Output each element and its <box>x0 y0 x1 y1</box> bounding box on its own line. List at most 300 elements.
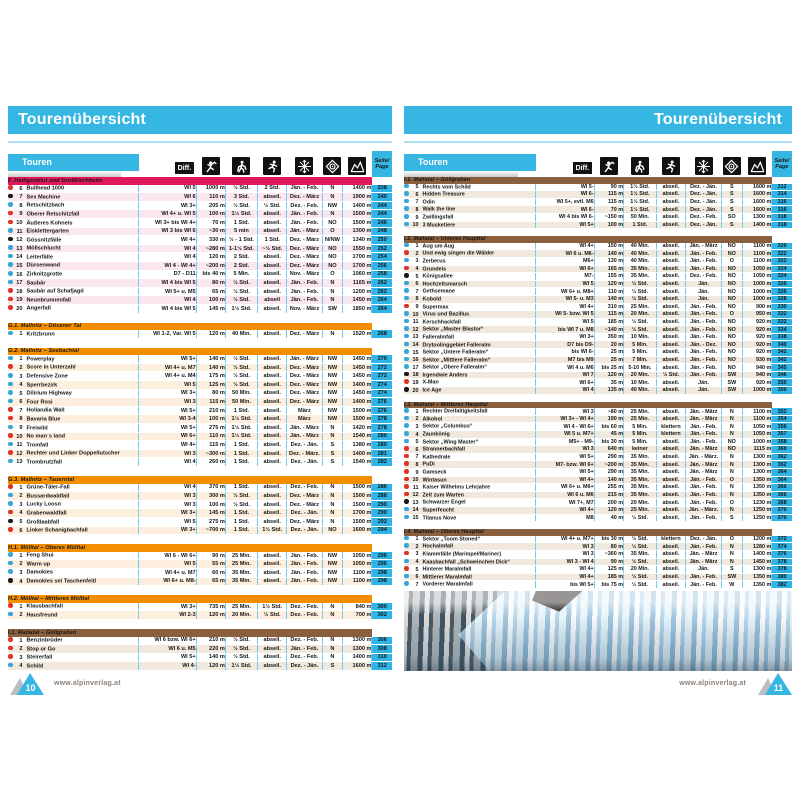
approach-time-cell: ½ Std. <box>624 543 657 551</box>
descent-cell: abseil. <box>258 577 287 586</box>
page-cell: 316 <box>772 198 792 206</box>
altitude-cell: 1050 m <box>742 265 771 273</box>
tour-name-cell <box>8 304 139 313</box>
altitude-cell: 950 m <box>742 311 771 319</box>
descent-cell: abseil. <box>656 257 685 265</box>
tour-number: 12 <box>412 492 419 499</box>
tour-name: Rechter Dreifaltigkeitsfall <box>422 408 488 415</box>
tour-row <box>404 446 792 454</box>
length-cell: 735 m <box>196 603 225 611</box>
season-cell: Dez. - März <box>287 372 322 381</box>
altitude-cell: 1600 m <box>742 206 771 214</box>
publisher-url: www.alpinverlag.at <box>679 679 746 687</box>
descent-cell: abseil. <box>258 645 287 654</box>
tour-row <box>404 438 792 446</box>
tour-name: Königsallee <box>422 273 453 280</box>
tour-number: 13 <box>16 245 23 252</box>
right-page <box>404 106 792 671</box>
tour-number: 3 <box>19 654 23 661</box>
length-cell: bis 30 m <box>594 536 623 543</box>
altitude-cell: 1450 m <box>343 372 372 381</box>
direction-cell: NO <box>721 349 742 357</box>
page-cell: 370 <box>772 506 792 514</box>
approach-time-cell: 25 Min. <box>624 506 657 514</box>
season-cell: Dez. - Feb. <box>287 603 322 611</box>
tour-row <box>8 210 392 219</box>
length-cell: 330 m <box>196 236 225 245</box>
altitude-cell: 1500 m <box>343 492 372 501</box>
tour-number: 1 <box>415 243 419 250</box>
altitude-cell: 1100 m <box>742 243 771 250</box>
season-cell: Jän. - Feb. <box>686 431 722 439</box>
altitude-cell: 920 m <box>742 326 771 334</box>
tour-number: 12 <box>16 237 23 244</box>
section-header-row <box>8 476 392 484</box>
season-cell: Jän. - März <box>686 558 722 566</box>
altitude-cell: 900 m <box>742 303 771 311</box>
page-cell: 290 <box>372 509 392 518</box>
approach-time-cell: 10 Min. <box>624 333 657 341</box>
tour-name-cell <box>404 213 536 221</box>
tour-number: 7 <box>19 407 23 414</box>
difficulty-cell: WI 3 <box>536 543 594 551</box>
season-cell: Dez. - Feb. <box>287 201 322 210</box>
page-cell: 360 <box>772 446 792 454</box>
season-header-cell <box>287 151 322 177</box>
approach-time-cell: 1 Std. <box>225 484 257 492</box>
season-cell: Dez. - Jän. <box>287 509 322 518</box>
grade-dot-red <box>8 433 13 438</box>
direction-cell: N <box>322 509 343 518</box>
difficulty-cell: WI 6- <box>536 206 594 214</box>
descent-cell: abseil. <box>258 458 287 467</box>
tour-row <box>404 536 792 543</box>
direction-cell: W <box>721 581 742 589</box>
difficulty-cell: WI 3 <box>139 449 197 458</box>
page-cell: 332 <box>772 318 792 326</box>
grade-dot-blue <box>404 408 409 413</box>
grade-dot-black <box>404 387 409 392</box>
publisher-url: www.alpinverlag.at <box>54 679 121 687</box>
grade-dot-red <box>404 566 409 571</box>
season-cell: Jän. - März <box>287 227 322 236</box>
tour-name-cell <box>8 484 139 492</box>
tour-number: 4 <box>19 578 23 585</box>
tour-number: 1 <box>19 331 23 338</box>
tour-number: 3 <box>415 423 419 430</box>
grade-dot-blue <box>404 258 409 263</box>
page-title: Tourenübersicht <box>8 106 392 134</box>
season-cell: Dez. - März <box>287 236 322 245</box>
section-header-spacer <box>372 595 392 603</box>
page-cell: 276 <box>372 406 392 415</box>
difficulty-cell: WI 2-3 <box>139 611 197 620</box>
descent-cell: abseil. <box>258 441 287 450</box>
descent-cell: abseil. <box>656 265 685 273</box>
tour-name-cell <box>404 431 536 439</box>
season-cell: Dez. - März <box>287 193 322 202</box>
tour-name: Neunbrunnenfall <box>26 297 71 304</box>
direction-cell: N <box>322 603 343 611</box>
descent-cell: abseil. <box>656 356 685 364</box>
length-cell: 1000 m <box>196 185 225 193</box>
grade-dot-blue <box>404 311 409 316</box>
grade-dot-blue <box>8 425 13 430</box>
tour-name-cell <box>8 424 139 433</box>
tour-number: 10 <box>412 311 419 318</box>
season-cell: Dez. - März <box>287 253 322 262</box>
approach-time-cell: 1½ Std. <box>225 662 257 671</box>
section-header-row <box>8 595 392 603</box>
direction-cell: N <box>721 431 742 439</box>
direction-cell: O <box>721 536 742 543</box>
approach-time-cell: 1 Std. <box>225 458 257 467</box>
tour-number: 3 <box>19 501 23 508</box>
direction-cell: N <box>322 193 343 202</box>
altitude-cell: 1000 m <box>742 280 771 288</box>
season-cell: Jän. - Feb. <box>686 491 722 499</box>
approach-time-cell: 5 Min. <box>225 270 257 279</box>
length-cell: 255 m <box>594 484 623 492</box>
touren-header-cell <box>8 151 139 177</box>
right-footer <box>679 668 792 698</box>
tour-row <box>404 387 792 395</box>
descent-cell: abseil. <box>258 568 287 577</box>
season-cell: Jän. - Feb. <box>686 303 722 311</box>
direction-header-cell <box>322 151 343 177</box>
touren-header-cell <box>404 151 536 177</box>
altitude-cell: 1400 m <box>343 449 372 458</box>
season-cell: Dez. - März <box>287 363 322 372</box>
tour-name-cell <box>8 185 139 193</box>
difficulty-cell: WI 6+ <box>536 379 594 387</box>
grade-dot-blue <box>404 214 409 219</box>
section-header-spacer <box>372 544 392 552</box>
difficulty-cell: WI 1-2, Var. WI 5 <box>139 330 197 338</box>
tour-row <box>404 333 792 341</box>
season-cell: Jän. - März <box>686 468 722 476</box>
season-cell: Jän. - Feb. <box>686 543 722 551</box>
difficulty-cell: WI 4 - WI 4+ <box>139 261 197 270</box>
tour-number: 15 <box>412 349 419 356</box>
section-title: I.3. Maltatal – Mittleres Haupttal <box>404 402 772 409</box>
descent-cell: abseil. <box>258 560 287 569</box>
length-cell: 65 m <box>196 577 225 586</box>
length-cell: 140 m <box>196 653 225 662</box>
diff-header-label: Diff. <box>175 162 195 174</box>
page-cell: 272 <box>372 372 392 381</box>
approach-time-cell: 35 Min. <box>225 577 257 586</box>
page-cell: 264 <box>372 304 392 313</box>
season-cell: März <box>287 415 322 424</box>
grade-dot-blue <box>8 280 13 285</box>
approach-time-cell: ½ Std. <box>225 279 257 288</box>
altitude-cell: 1000 m <box>742 387 771 395</box>
page-cell: 296 <box>372 552 392 560</box>
approach-time-cell: 1 Std. <box>624 221 657 229</box>
tour-name: Angerfall <box>26 305 51 312</box>
tour-table-left <box>8 151 392 671</box>
tour-row <box>8 415 392 424</box>
altitude-cell: 920 m <box>742 379 771 387</box>
altitude-cell: 1500 m <box>343 218 372 227</box>
season-cell: Jän. - Feb. <box>686 581 722 589</box>
altitude-cell: 1700 m <box>343 509 372 518</box>
tour-name: Damokles <box>26 569 53 576</box>
season-cell: Dez. - Jän. <box>287 458 322 467</box>
tour-number: 14 <box>412 507 419 514</box>
section-header-row <box>404 402 792 409</box>
descent-header-cell <box>656 151 685 177</box>
page-cell: 342 <box>772 356 792 364</box>
length-cell: 210 m <box>196 637 225 645</box>
descent-cell: abseil. <box>656 514 685 522</box>
altitude-cell: 1200 m <box>343 287 372 296</box>
page-cell: 376 <box>772 550 792 558</box>
descent-cell: abseil. <box>656 506 685 514</box>
grade-dot-blue <box>404 334 409 339</box>
tour-number: 10 <box>16 220 23 227</box>
grade-dot-red <box>8 185 13 190</box>
grade-dot-blue <box>404 342 409 347</box>
snowflake-season-icon <box>295 157 313 175</box>
tour-name: Sektor „Toom Stoned“ <box>422 536 481 543</box>
difficulty-cell: WI 3 <box>139 500 197 509</box>
approach-time-cell: 20 Min. <box>225 611 257 620</box>
approach-time-cell: 1½ Std. <box>225 304 257 313</box>
tour-name: Walk the line <box>422 206 456 213</box>
length-cell: 275 m <box>196 424 225 433</box>
altitude-cell: 1300 m <box>742 453 771 461</box>
approach-time-cell: 5 Min. <box>624 349 657 357</box>
altitude-cell: 700 m <box>343 611 372 620</box>
direction-cell: NO <box>322 526 343 535</box>
descent-cell: abseil. <box>656 243 685 250</box>
approach-time-cell: ½ Std. <box>225 500 257 509</box>
length-cell: 140 m <box>594 476 623 484</box>
tour-number: 7 <box>415 288 419 295</box>
season-header-cell <box>686 151 722 177</box>
altitude-cell: 1250 m <box>742 514 771 522</box>
tour-name-cell <box>404 491 536 499</box>
length-cell: 200 m <box>594 499 623 507</box>
tour-row <box>8 296 392 305</box>
page-cell: 298 <box>372 577 392 586</box>
altitude-cell: 1100 m <box>343 568 372 577</box>
grade-dot-blue <box>404 423 409 428</box>
tour-number: 10 <box>16 433 23 440</box>
tour-name-cell <box>8 355 139 363</box>
descent-cell: 1½ Std. <box>258 526 287 535</box>
direction-cell: NW <box>322 577 343 586</box>
page-cell: 290 <box>372 500 392 509</box>
length-cell: 110 m <box>594 288 623 296</box>
tour-number: 9 <box>415 304 419 311</box>
runner-descent-icon <box>662 157 680 175</box>
tour-number: 1 <box>19 603 23 610</box>
tour-row <box>8 449 392 458</box>
tour-name: Rechts vom Schild <box>422 184 471 191</box>
length-cell: 25 m <box>594 349 623 357</box>
direction-cell: NO <box>721 364 742 372</box>
difficulty-cell: WI 6 u. M6 <box>536 491 594 499</box>
difficulty-cell: WI 4 bis WI 5 <box>139 279 197 288</box>
descent-cell: abseil. <box>656 295 685 303</box>
tour-name-cell <box>404 243 536 250</box>
length-cell: 100 m <box>196 296 225 305</box>
length-cell: 140 m <box>196 363 225 372</box>
tour-row <box>404 349 792 357</box>
tour-name-cell <box>404 506 536 514</box>
descent-header-cell <box>258 151 287 177</box>
descent-cell: abseil. <box>258 509 287 518</box>
difficulty-cell: WI 6+ u. M6+ <box>536 484 594 492</box>
approach-time-cell: 25 Min. <box>624 408 657 415</box>
publisher-logo <box>756 671 792 695</box>
page-cell: 324 <box>772 265 792 273</box>
tour-name: Drytoolinggebiet Falleralm <box>422 342 491 349</box>
approach-time-cell: 5 Min. <box>624 438 657 446</box>
tour-row <box>8 552 392 560</box>
approach-time-cell: 1 Std. <box>225 449 257 458</box>
section-header-row <box>8 629 392 637</box>
difficulty-cell: WI 5+ <box>536 453 594 461</box>
tour-name: Hochzeitsmarsch <box>422 281 468 288</box>
tour-row <box>8 517 392 526</box>
grade-dot-red <box>404 454 409 459</box>
descent-cell: abseil. <box>656 364 685 372</box>
approach-time-cell: ½ Std. <box>624 581 657 589</box>
tour-row <box>404 491 792 499</box>
grade-dot-blue <box>404 184 409 189</box>
seite-header-cell <box>372 151 392 177</box>
tour-number: 2 <box>19 493 23 500</box>
direction-cell: N <box>721 506 742 514</box>
tour-number: 15 <box>16 262 23 269</box>
page-cell: 244 <box>372 201 392 210</box>
tour-name: Titanus Nove <box>422 515 457 522</box>
season-cell: Jän. - Feb. <box>686 371 722 379</box>
approach-time-cell: 1 Std. <box>225 441 257 450</box>
tour-number: 9 <box>415 214 419 221</box>
tour-row <box>8 270 392 279</box>
approach-time-cell: 1½ Std. <box>225 415 257 424</box>
tour-name-cell <box>404 273 536 281</box>
season-cell: Jän. - Feb. <box>686 311 722 319</box>
altitude-cell: 1400 m <box>343 398 372 407</box>
page-cell: 356 <box>772 423 792 431</box>
difficulty-cell: WI 6 - WI 6+ <box>139 552 197 560</box>
direction-cell: NW <box>322 355 343 363</box>
tour-name-cell <box>8 637 139 645</box>
tour-name-cell <box>404 356 536 364</box>
altitude-cell: 1000 m <box>742 288 771 296</box>
section-gap-cell <box>8 535 392 545</box>
tour-name: Dilirium Highway <box>26 390 72 397</box>
tour-name-cell <box>8 603 139 611</box>
tour-name: Schild <box>26 663 44 670</box>
direction-cell: NO <box>322 218 343 227</box>
approach-time-cell: 1 Std. <box>225 218 257 227</box>
section-title: I.2. Maltatal – Unteres Haupttal <box>404 236 772 243</box>
tour-row <box>404 191 792 199</box>
descent-cell: abseil. <box>656 461 685 469</box>
publisher-logo <box>8 671 44 695</box>
page-cell: 366 <box>772 484 792 492</box>
altitude-cell: 1400 m <box>742 221 771 229</box>
tour-name-cell <box>404 303 536 311</box>
length-cell: 35 m <box>594 379 623 387</box>
direction-cell: N <box>721 453 742 461</box>
tour-name: Lucky Loosn <box>26 501 61 508</box>
tour-name: Wintasun <box>422 477 447 484</box>
page-cell: 256 <box>372 261 392 270</box>
length-cell: 80 m <box>196 279 225 288</box>
difficulty-cell: M7- bzw. WI 6+ <box>536 461 594 469</box>
season-cell: Nov. - März <box>287 270 322 279</box>
page-cell: 362 <box>772 461 792 469</box>
direction-cell: NO <box>721 243 742 250</box>
page-cell: 240 <box>372 193 392 202</box>
length-cell: 120 m <box>594 280 623 288</box>
tour-row <box>404 198 792 206</box>
approach-time-cell: 40 Min. <box>624 387 657 395</box>
section-title: I.4. Maltatal – Oberes Haupttal <box>404 529 772 536</box>
section-gap-cell <box>8 338 392 348</box>
altitude-cell: 1500 m <box>343 500 372 509</box>
approach-time-cell: 1½ Std. <box>225 210 257 219</box>
season-cell: Jän. - Feb. <box>686 484 722 492</box>
hiker-approach-icon <box>631 157 649 175</box>
direction-cell: N <box>322 653 343 662</box>
descent-cell: ½ Std. <box>656 371 685 379</box>
direction-cell: NO <box>322 253 343 262</box>
tour-number: 12 <box>16 450 23 457</box>
tour-name-cell <box>404 265 536 273</box>
season-cell: Dez. - Feb. <box>686 273 722 281</box>
page-cell: 258 <box>372 270 392 279</box>
page-cell: 246 <box>372 218 392 227</box>
grade-dot-blue <box>404 364 409 369</box>
page-title: Tourenübersicht <box>404 106 792 134</box>
difficulty-cell: WI 6+ <box>139 432 197 441</box>
tour-row <box>404 514 792 522</box>
difficulty-cell: D7 - D11 <box>139 270 197 279</box>
tour-row <box>404 213 792 221</box>
page-cell: 274 <box>372 381 392 390</box>
direction-cell: SW <box>721 387 742 395</box>
season-cell: Dez. - Jän. <box>287 526 322 535</box>
length-cell: 185 m <box>594 573 623 581</box>
approach-time-cell: 25 Min. <box>624 415 657 423</box>
tour-row <box>8 304 392 313</box>
page-cell: 278 <box>372 415 392 424</box>
tour-name-cell <box>8 193 139 202</box>
season-cell: Jän. - März <box>686 461 722 469</box>
descent-cell: abseil. <box>258 363 287 372</box>
section-gap-cell <box>404 229 792 237</box>
altitude-header-cell <box>742 151 771 177</box>
tour-row <box>8 218 392 227</box>
tour-row <box>8 406 392 415</box>
tour-name-cell <box>404 581 536 589</box>
tour-row <box>8 398 392 407</box>
tour-name: No man´s land <box>26 433 66 440</box>
altitude-cell: 1900 m <box>343 193 372 202</box>
altitude-header-cell <box>343 151 372 177</box>
difficulty-cell: WI 4+ u. M7+ <box>536 536 594 543</box>
approach-time-cell: ½ Std. <box>225 645 257 654</box>
